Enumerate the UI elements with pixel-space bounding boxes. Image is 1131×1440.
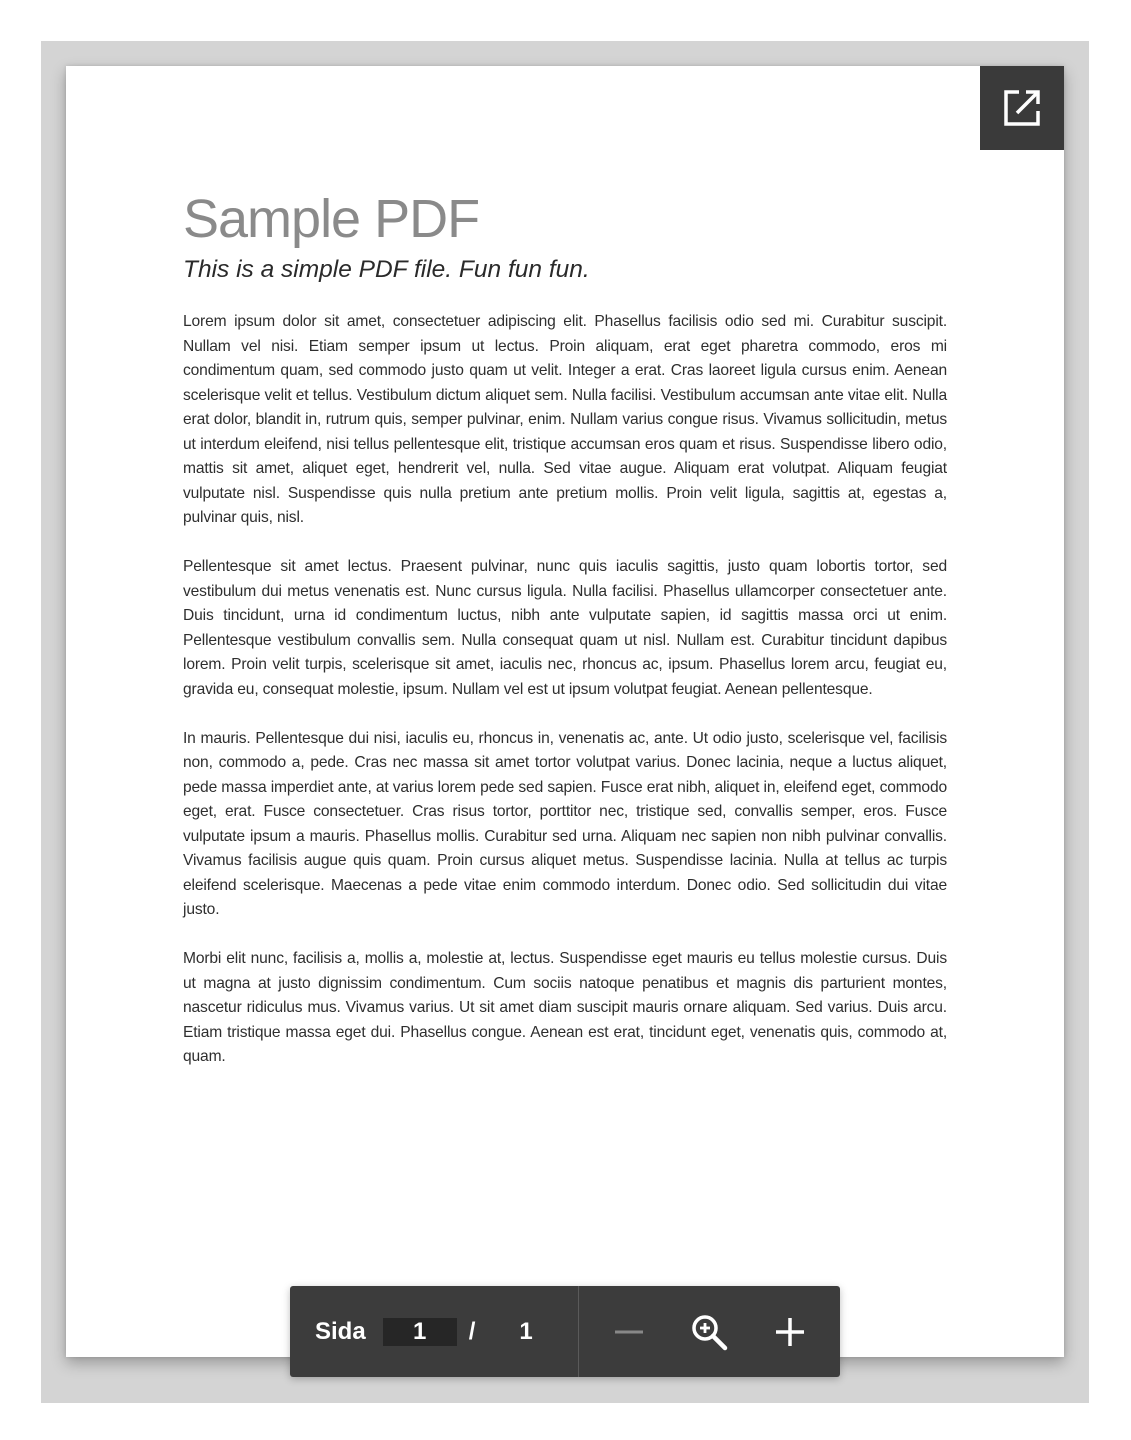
document-title: Sample PDF (183, 189, 480, 249)
document-body (183, 310, 947, 1070)
zoom-icon (689, 1312, 729, 1352)
document-paragraph: In mauris. Pellentesque dui nisi, iaculis eu, rhoncus in, venenatis ac, ante. Ut odio justo, scelerisque vel, facilisis non, commodo a, pede. Cras nec massa sit amet tortor volutpat varius. Donec lacinia, neque a luctus aliquet, pede massa imperdiet ante, at varius lorem pede sed sapien. Fusce erat nibh, aliquet in, eleifend eget, commodo eget, erat. Fusce consectetuer. Cras risus tortor, porttitor nec, tristique sed, convallis semper, eros. Fusce vulputate ipsum a mauris. Phasellus mollis. Curabitur sed urna. Aliquam nec sapien non nibh pulvinar convallis. Vivamus facilisis augue quis quam. Proin cursus aliquet metus. Suspendisse lacinia. Nulla at tellus ac turpis eleifend scelerisque. Maecenas a pede vitae enim commodo interdum. Donec odio. Sed sollicitudin dui vitae justo. (183, 729, 947, 918)
zoom-controls (579, 1286, 840, 1377)
document-paragraph: Morbi elit nunc, facilisis a, mollis a, molestie at, lectus. Suspendisse eget mauris eu tellus molestie cursus. Duis ut magna at justo dignissim condimentum. Cum sociis natoque penatibus et magnis dis parturient montes, nascetur ridiculus mus. Vivamus varius. Ut sit amet diam suscipit mauris ornare aliquam. Sed varius. Duis arcu. Etiam tristique massa eget dui. Phasellus congue. Aenean est erat, tincidunt eget, venenatis quis, commodo at, quam. (183, 950, 947, 1065)
minus-icon (612, 1315, 646, 1349)
page-label: Sida (315, 1317, 366, 1345)
pdf-content (183, 188, 947, 1094)
page-total: 1 (519, 1317, 533, 1345)
zoom-reset-button[interactable] (681, 1304, 737, 1360)
open-external-button[interactable] (980, 66, 1064, 150)
page-number-input[interactable] (383, 1318, 457, 1346)
open-in-new-icon (1002, 88, 1042, 128)
zoom-out-button[interactable] (601, 1304, 657, 1360)
page-separator: / (468, 1317, 476, 1345)
plus-icon (773, 1315, 807, 1349)
document-subtitle: This is a simple PDF file. Fun fun fun. (183, 256, 590, 283)
pdf-toolbar (290, 1286, 840, 1377)
document-paragraph: Pellentesque sit amet lectus. Praesent pulvinar, nunc quis iaculis sagittis, justo quam lobortis tortor, sed vestibulum dui metus venenatis est. Nunc cursus ligula. Nulla facilisi. Phasellus ullamcorper consectetuer ante. Duis tincidunt, urna id condimentum luctus, nibh ante vulputate sapien, id sagittis massa orci ut enim. Pellentesque vestibulum convallis sem. Nulla consequat quam ut nisl. Nullam est. Curabitur tincidunt dapibus lorem. Proin velit turpis, scelerisque sit amet, iaculis nec, rhoncus ac, ipsum. Phasellus lorem arcu, feugiat eu, gravida eu, consequat molestie, ipsum. Nullam vel est ut ipsum volutpat feugiat. Aenean pellentesque. (183, 558, 947, 698)
page-navigation (290, 1286, 579, 1377)
zoom-in-button[interactable] (762, 1304, 818, 1360)
document-paragraph: Lorem ipsum dolor sit amet, consectetuer adipiscing elit. Phasellus facilisis odio sed mi. Curabitur suscipit. Nullam vel nisi. Etiam semper ipsum ut lectus. Proin aliquam, erat eget pharetra commodo, eros mi condimentum quam, sed commodo justo quam ut velit. Integer a erat. Cras laoreet ligula cursus enim. Aenean scelerisque velit et tellus. Vestibulum dictum aliquet sem. Nulla facilisi. Vestibulum accumsan ante vitae elit. Nulla erat dolor, blandit in, rutrum quis, semper pulvinar, enim. Nullam varius congue risus. Vivamus sollicitudin, metus ut interdum eleifend, nisi tellus pellentesque elit, tristique accumsan eros quam et risus. Suspendisse libero odio, mattis sit amet, aliquet eget, hendrerit vel, nulla. Sed vitae augue. Aliquam erat volutpat. Aliquam feugiat vulputate nisl. Suspendisse quis nulla pretium ante pretium mollis. Proin velit ligula, sagittis at, egestas a, pulvinar quis, nisl. (183, 313, 947, 526)
